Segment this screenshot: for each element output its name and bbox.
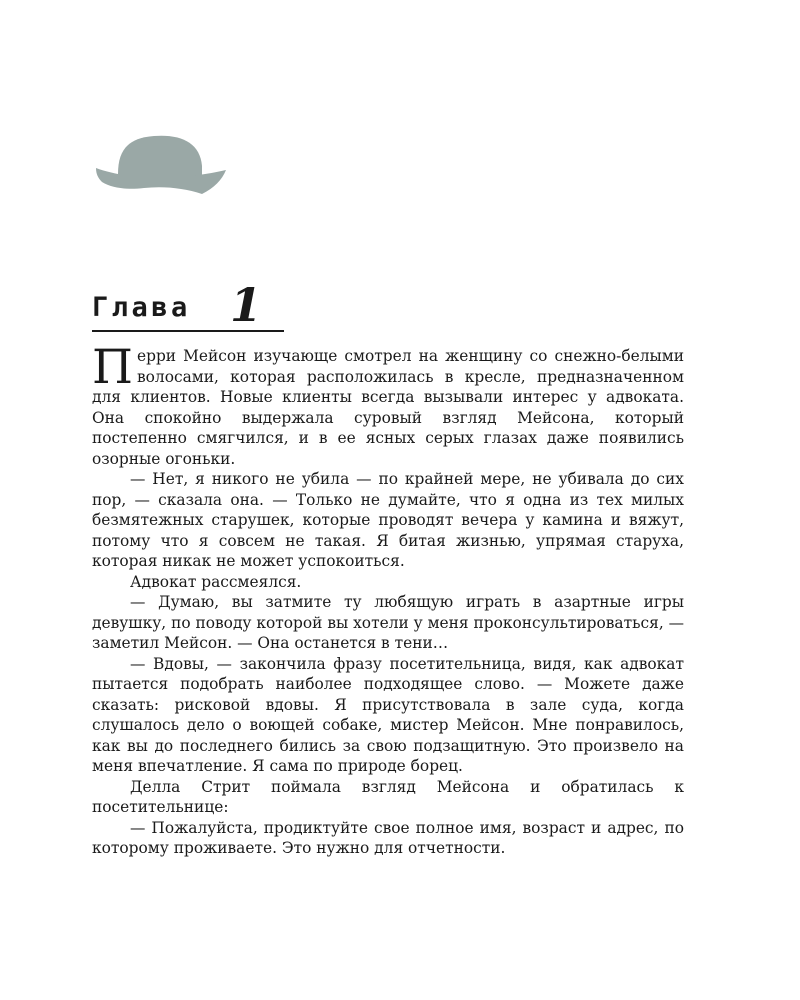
paragraph: — Вдовы, — закончила фразу посетительница, видя, как адвокат пытается подобрать наиболее подходящее слово. — Можете даже сказать: рисковой вдовы. Я присутствовала в зале суда, когда слушалось дело о воющей собаке, мистер Мейсон. Мне понравилось, как вы до последнего бились за свою подзащитную. Это произвело на меня впечатление. Я сама по природе борец. xyxy=(92,654,684,775)
paragraph: — Нет, я никого не убила — по крайней мере, не убивала до сих пор, — сказала она. — Только не думайте, что я одна из тех милых безмятежных старушек, которые проводят вечера у камина и вяжут, потому что я совсем не такая. Я битая жизнью, упрямая старуха, которая никак не может успокоиться. xyxy=(92,470,684,570)
paragraph: Адвокат рассмеялся. xyxy=(130,572,302,591)
paragraph: Делла Стрит поймала взгляд Мейсона и обратилась к посетительнице: xyxy=(92,777,684,816)
chapter-text xyxy=(92,340,684,859)
drop-cap: П xyxy=(92,340,133,395)
bowler-hat-icon xyxy=(92,128,228,200)
paragraph-text: ерри Мейсон изучающе смотрел на женщину со снежно-белыми волосами, которая расположилась в кресле, предназначенном для клиентов. Новые клиенты всегда вызывали интерес у адвоката. Она спокойно выдержала суровый взгляд Мейсона, который постепенно смягчился, и в ее ясных серых глазах даже появились озорные огоньки. xyxy=(92,347,684,468)
chapter-heading xyxy=(92,278,284,332)
hat-crown xyxy=(118,136,202,178)
chapter-number: 1 xyxy=(230,278,263,332)
paragraph: — Думаю, вы затмите ту любящую играть в азартные игры девушку, по поводу которой вы хотели у меня проконсультироваться, — заметил Мейсон. — Она останется в тени… xyxy=(92,593,684,652)
paragraph: — Пожалуйста, продиктуйте свое полное имя, возраст и адрес, по которому проживаете. Это нужно для отчетности. xyxy=(92,818,684,857)
paragraph xyxy=(92,340,684,469)
chapter-label: Глава xyxy=(92,292,191,323)
